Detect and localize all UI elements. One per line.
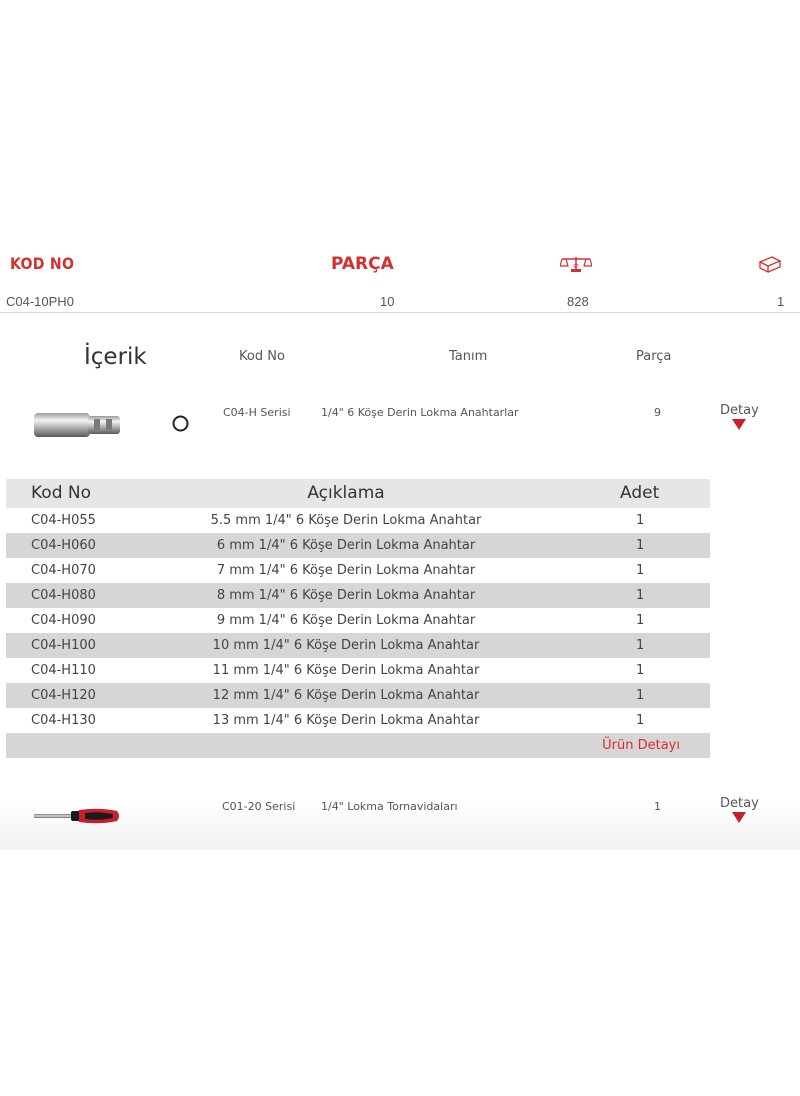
detail-toggle-button[interactable] xyxy=(720,796,759,823)
cell-adet: 1 xyxy=(636,563,645,578)
cell-aciklama: 7 mm 1/4" 6 Köşe Derin Lokma Anahtar xyxy=(216,563,476,578)
cell-kod: C04-H080 xyxy=(31,588,96,603)
screwdriver-image xyxy=(33,806,121,826)
cell-kod: C04-H090 xyxy=(31,613,96,628)
item-description: 1/4" 6 Köşe Derin Lokma Anahtarlar xyxy=(321,406,519,419)
product-detail-link[interactable]: Ürün Detayı xyxy=(602,738,680,753)
scale-weight-icon xyxy=(560,255,592,273)
triangle-down-icon xyxy=(732,419,746,430)
cell-aciklama: 5.5 mm 1/4" 6 Köşe Derin Lokma Anahtar xyxy=(210,513,482,528)
cell-aciklama: 9 mm 1/4" 6 Köşe Derin Lokma Anahtar xyxy=(216,613,476,628)
table-row xyxy=(6,558,710,583)
cell-adet: 1 xyxy=(636,663,645,678)
cell-kod: C04-H110 xyxy=(31,663,96,678)
contents-title: İçerik xyxy=(84,344,147,370)
cell-kod: C04-H055 xyxy=(31,513,96,528)
cell-adet: 1 xyxy=(636,713,645,728)
package-box-icon xyxy=(758,254,782,274)
cell-aciklama: 10 mm 1/4" 6 Köşe Derin Lokma Anahtar xyxy=(212,638,480,653)
table-row xyxy=(6,658,710,683)
kod-no-header: KOD NO xyxy=(10,254,75,273)
table-row xyxy=(6,683,710,708)
cell-aciklama: 13 mm 1/4" 6 Köşe Derin Lokma Anahtar xyxy=(212,713,480,728)
th-adet: Adet xyxy=(620,483,660,503)
cell-aciklama: 6 mm 1/4" 6 Köşe Derin Lokma Anahtar xyxy=(216,538,476,553)
cell-adet: 1 xyxy=(636,688,645,703)
product-boxes: 1 xyxy=(777,294,785,309)
cell-kod: C04-H070 xyxy=(31,563,96,578)
cell-aciklama: 8 mm 1/4" 6 Köşe Derin Lokma Anahtar xyxy=(216,588,476,603)
item-qty: 9 xyxy=(654,406,661,419)
divider xyxy=(0,312,800,313)
cell-kod: C04-H060 xyxy=(31,538,96,553)
table-row xyxy=(6,508,710,533)
item-code: C01-20 Serisi xyxy=(222,800,296,813)
table-row xyxy=(6,633,710,658)
cell-kod: C04-H130 xyxy=(31,713,96,728)
cell-aciklama: 11 mm 1/4" 6 Köşe Derin Lokma Anahtar xyxy=(212,663,480,678)
contents-col-parca: Parça xyxy=(636,349,672,364)
cell-kod: C04-H100 xyxy=(31,638,96,653)
cell-aciklama: 12 mm 1/4" 6 Köşe Derin Lokma Anahtar xyxy=(212,688,480,703)
cell-adet: 1 xyxy=(636,513,645,528)
item-qty: 1 xyxy=(654,800,661,813)
cell-adet: 1 xyxy=(636,638,645,653)
table-header xyxy=(6,479,710,508)
table-footer xyxy=(6,733,710,758)
deep-socket-image xyxy=(32,410,122,440)
cell-kod: C04-H120 xyxy=(31,688,96,703)
item-description: 1/4" Lokma Tornavidaları xyxy=(321,800,458,813)
triangle-down-icon xyxy=(732,812,746,823)
table-row xyxy=(6,608,710,633)
detail-label: Detay xyxy=(720,796,759,811)
contents-col-tanim: Tanım xyxy=(449,349,488,364)
product-code: C04-10PH0 xyxy=(6,294,74,309)
detail-toggle-button[interactable] xyxy=(720,403,759,430)
cell-adet: 1 xyxy=(636,613,645,628)
th-aciklama: Açıklama xyxy=(307,483,385,503)
contents-col-kod-no: Kod No xyxy=(239,349,285,364)
parca-header: PARÇA xyxy=(331,254,394,274)
detail-table xyxy=(6,479,710,758)
svg-text:gr: gr xyxy=(573,263,579,269)
th-kod-no: Kod No xyxy=(31,483,92,503)
table-row xyxy=(6,708,710,733)
detail-label: Detay xyxy=(720,403,759,418)
cell-adet: 1 xyxy=(636,588,645,603)
cell-adet: 1 xyxy=(636,538,645,553)
product-weight: 828 xyxy=(567,294,589,309)
product-parts: 10 xyxy=(380,294,395,309)
table-row xyxy=(6,533,710,558)
o-ring-icon xyxy=(171,414,190,433)
table-row xyxy=(6,583,710,608)
item-code: C04-H Serisi xyxy=(223,406,291,419)
